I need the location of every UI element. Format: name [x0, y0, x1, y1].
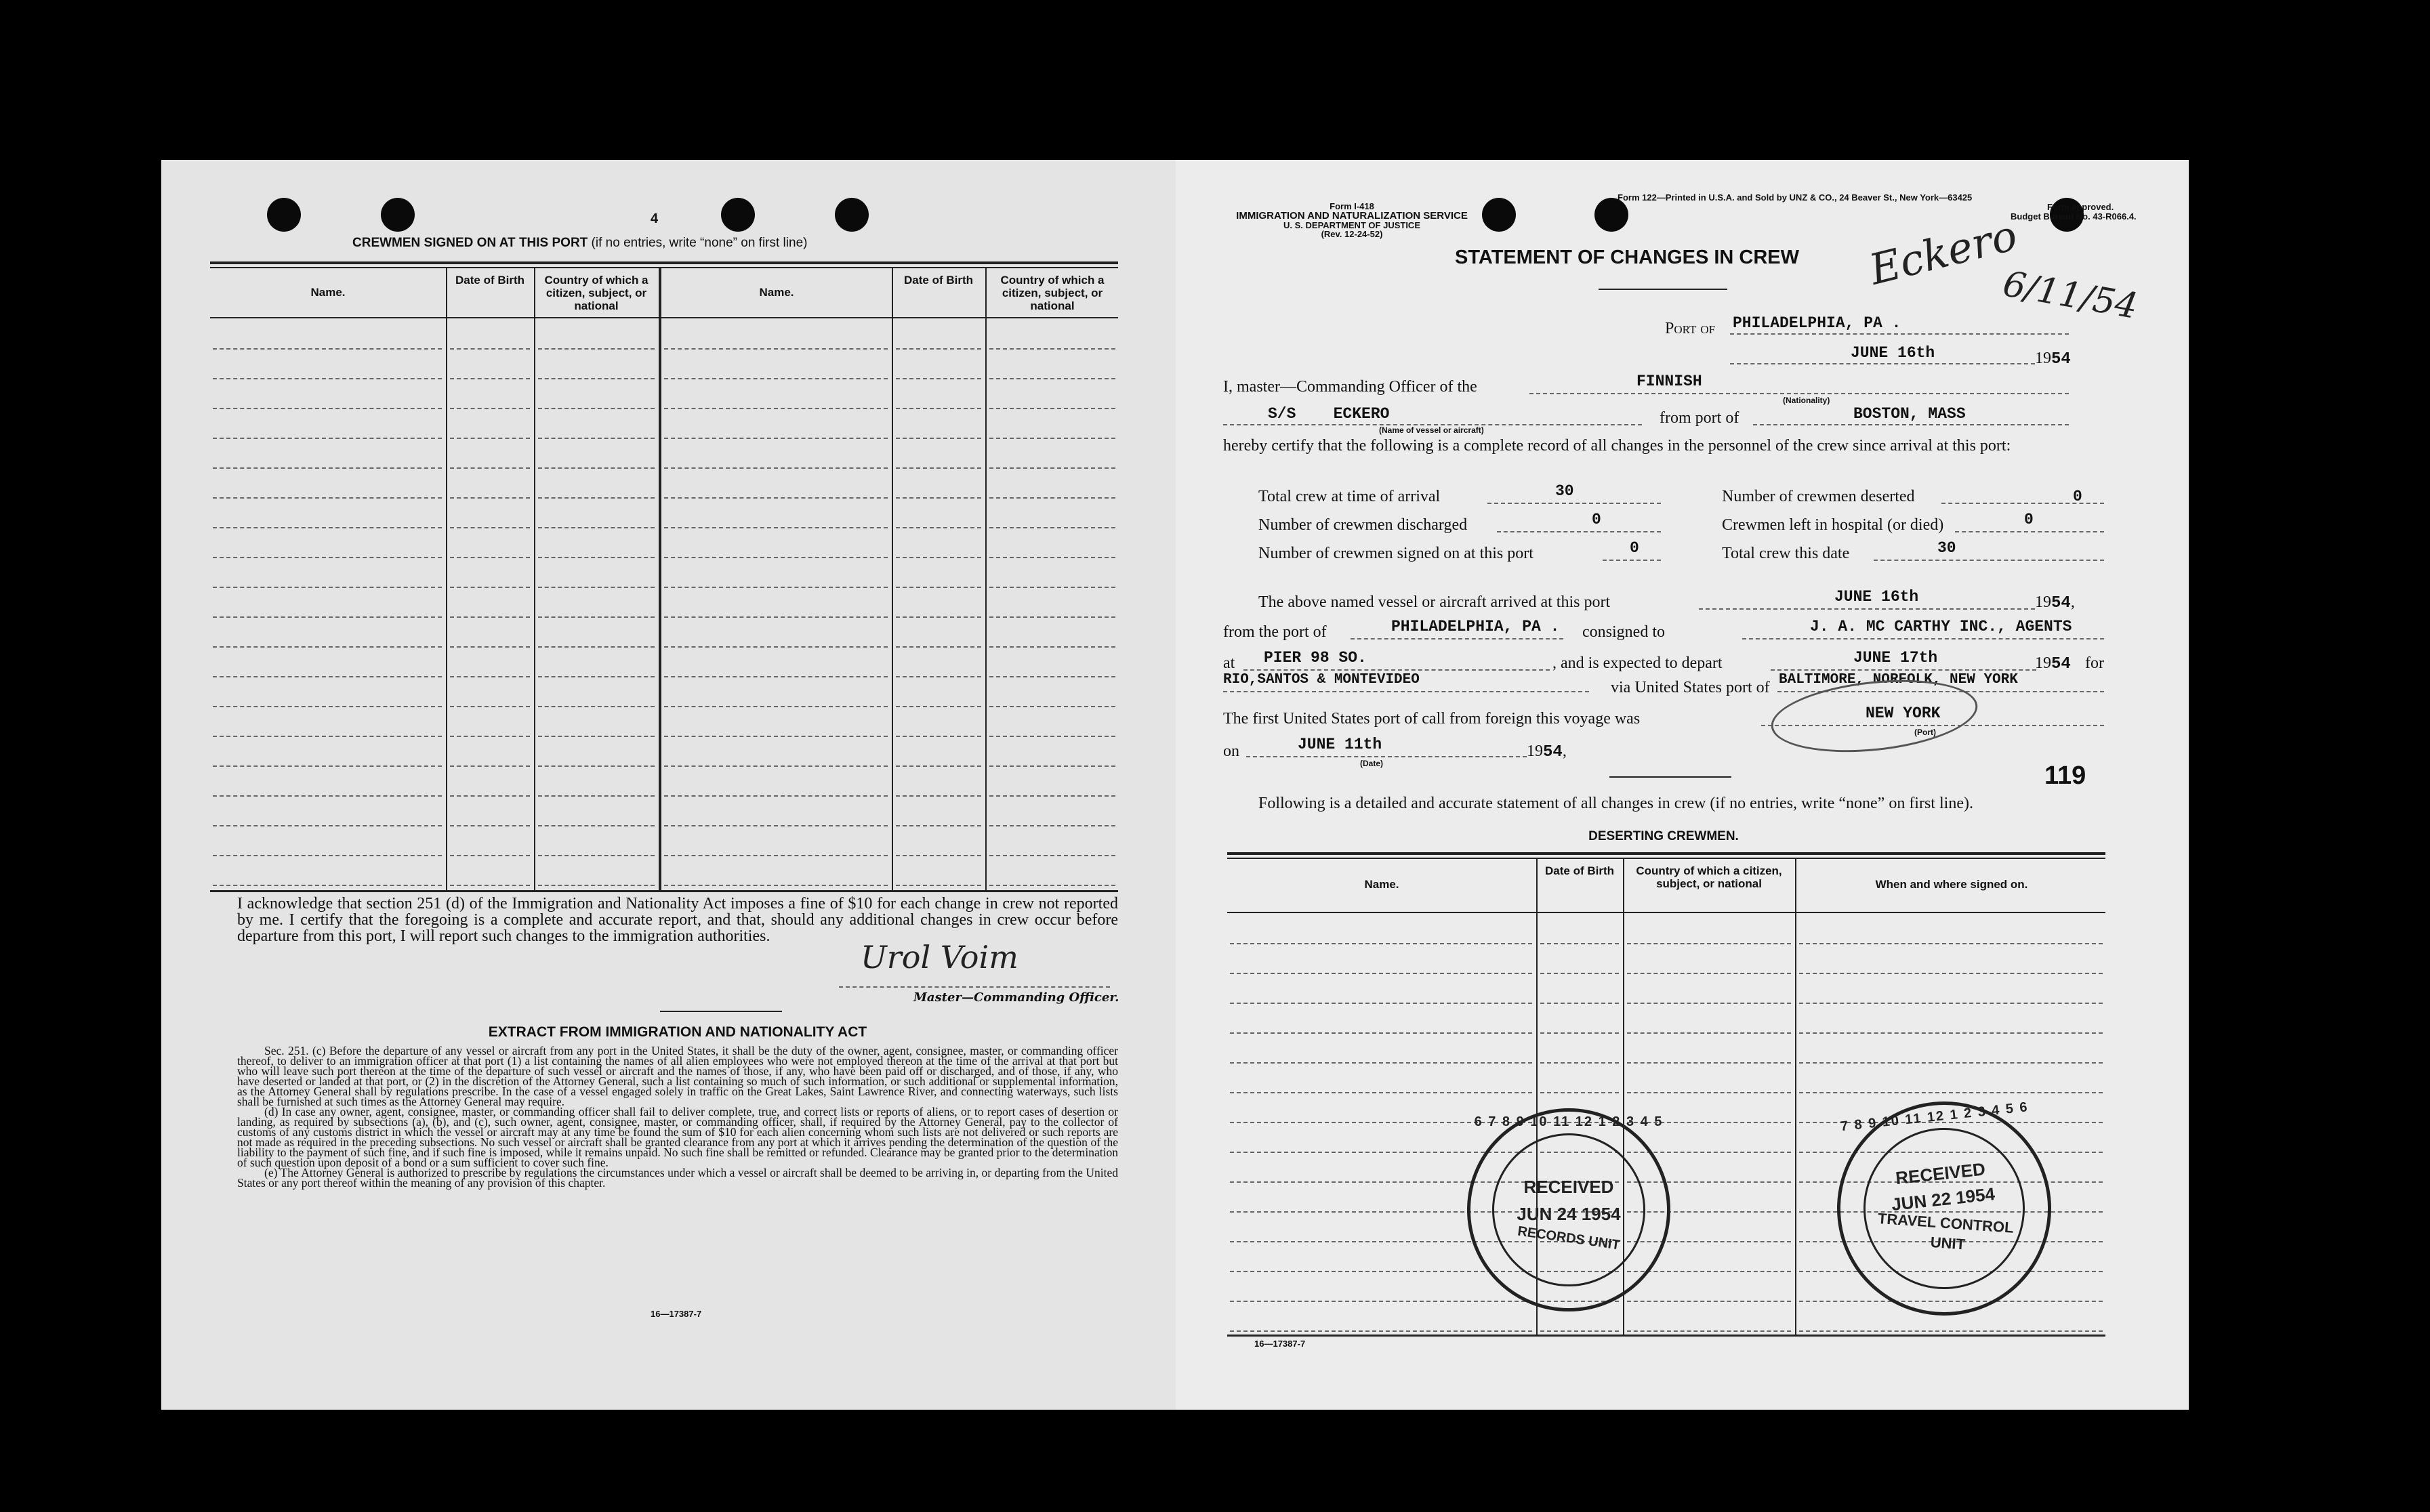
table-row-line — [538, 736, 655, 737]
table-row-line — [538, 616, 655, 618]
table-row-line — [1799, 1062, 2103, 1064]
date-line — [1730, 363, 2035, 364]
table-row-line — [664, 616, 888, 618]
stamp-unit-2: UNIT — [1929, 1233, 1966, 1253]
table-row-line — [538, 587, 655, 588]
table-row-line — [213, 825, 442, 826]
page-number: 119 — [2044, 761, 2086, 790]
table-row-line — [664, 765, 888, 767]
stamp-ring-numbers: 7 8 9 10 11 12 1 2 3 4 5 6 — [1839, 1099, 2030, 1135]
arrived-text: The above named vessel or aircraft arrived at this port — [1258, 593, 1611, 611]
table-row-line — [213, 765, 442, 767]
certify-text: hereby certify that the following is a complete record of all changes in the personnel of the crew since arrival at this port: — [1223, 437, 2011, 455]
table-header-rule — [1227, 912, 2105, 913]
consigned-line — [1742, 638, 2104, 639]
total-date-label: Total crew this date — [1722, 545, 1850, 562]
from-port-label: from port of — [1660, 409, 1739, 427]
stamp-unit: TRAVEL CONTROL — [1877, 1209, 2015, 1236]
table-row-line — [538, 408, 655, 409]
crew-signed-heading — [352, 236, 807, 251]
deserted-line — [1941, 503, 2104, 504]
consigned-value: J. A. MC CARTHY INC., AGENTS — [1810, 618, 2072, 635]
form-header — [1203, 202, 1501, 238]
table-row-line — [1230, 1003, 1532, 1004]
col-dob-header: Date of Birth — [1545, 864, 1614, 877]
punch-hole — [835, 198, 869, 232]
hospital-label: Crewmen left in hospital (or died) — [1722, 516, 1944, 534]
department-name: U. S. DEPARTMENT OF JUSTICE — [1283, 220, 1420, 230]
deserted-value: 0 — [2073, 488, 2082, 505]
table-row-line — [989, 795, 1115, 797]
table-row-line — [450, 646, 530, 648]
date-caption: (Date) — [1360, 759, 1384, 768]
right-page — [1176, 160, 2189, 1410]
table-row-line — [450, 527, 530, 528]
depart-label: , and is expected to depart — [1552, 654, 1723, 672]
punch-hole — [381, 198, 415, 232]
table-row-line — [896, 467, 981, 469]
table-row-line — [538, 855, 655, 856]
form-revision: (Rev. 12-24-52) — [1321, 229, 1383, 239]
column-divider-center — [659, 267, 661, 890]
table-row-line — [989, 467, 1115, 469]
handwritten-date: 6/11/54 — [2000, 264, 2141, 327]
deserted-label: Number of crewmen deserted — [1722, 488, 1915, 505]
table-row-line — [538, 765, 655, 767]
received-stamp-records — [1467, 1108, 1670, 1311]
stamp-date: JUN 22 1954 — [1890, 1183, 1996, 1215]
from-port-value: BOSTON, MASS — [1853, 405, 1966, 423]
table-row-line — [664, 467, 888, 469]
acknowledgement-text: I acknowledge that section 251 (d) of the Immigration and Nationality Act imposes a fine of $10 for each change in crew not reported by me. I certify that the foregoing is a complete and accurate report, and that, should any additional changes in crew occur before departure from this port, I will report such changes to the immigration authorities. — [237, 895, 1118, 945]
extract-section-e: (e) The Attorney General is authorized to prescribe by regulations the circumstances under which a vessel or aircraft shall be deemed to be arriving in, or departing from the United States or any port thereof within the meaning of any provision of this chapter. — [237, 1166, 1118, 1190]
table-row-line — [664, 438, 888, 439]
table-row-line — [1230, 1301, 1532, 1302]
table-row-line — [1799, 973, 2103, 974]
port-line — [1730, 333, 2069, 335]
table-row-line — [538, 676, 655, 677]
table-row-line — [896, 676, 981, 677]
arrived-year-field: 1954, — [2035, 593, 2075, 612]
table-row-line — [450, 855, 530, 856]
print-code: 16—17387-7 — [1254, 1339, 1306, 1349]
col-country-header-2: Country of which a citizen, subject, or national — [1000, 274, 1105, 312]
table-row-line — [213, 348, 442, 350]
via-value: BALTIMORE, NORFOLK, NEW YORK — [1779, 672, 2018, 688]
table-row-line — [213, 616, 442, 618]
page-number: 4 — [651, 211, 659, 226]
nationality-value: FINNISH — [1636, 373, 1702, 390]
budget-bureau: Budget Bureau No. 43-R066.4. — [2011, 211, 2137, 222]
table-row-line — [213, 557, 442, 558]
col-signed-header: When and where signed on. — [1875, 878, 2028, 891]
form-title: STATEMENT OF CHANGES IN CREW — [1455, 247, 1800, 268]
on-year: 54 — [1543, 743, 1563, 761]
date-year: 54 — [2051, 350, 2071, 369]
table-row-line — [538, 467, 655, 469]
arrived-year: 54 — [2051, 594, 2071, 612]
table-row-line — [896, 616, 981, 618]
table-row-line — [450, 467, 530, 469]
total-date-line — [1874, 560, 2104, 561]
table-row-line — [664, 676, 888, 677]
for-label: for — [2085, 654, 2104, 672]
table-row-line — [450, 825, 530, 826]
table-row-line — [664, 527, 888, 528]
table-row-line — [450, 557, 530, 558]
form-approved: Form approved. — [2047, 202, 2114, 212]
table-row-line — [896, 527, 981, 528]
table-row-line — [1230, 973, 1532, 974]
table-row-line — [538, 497, 655, 499]
table-row-line — [989, 378, 1115, 379]
table-row-line — [450, 438, 530, 439]
table-row-line — [896, 706, 981, 707]
col-country-header: Country of which a citizen, subject, or national — [1636, 864, 1782, 890]
table-row-line — [538, 557, 655, 558]
table-row-line — [1540, 1092, 1619, 1093]
col-dob-header-2: Date of Birth — [904, 274, 973, 287]
form-number: Form I-418 — [1330, 201, 1374, 211]
column-divider — [534, 267, 535, 890]
table-row-line — [664, 736, 888, 737]
first-port-value: NEW YORK — [1866, 705, 1941, 722]
table-row-line — [213, 736, 442, 737]
table-bottom-rule — [1227, 1335, 2105, 1337]
table-row-line — [989, 825, 1115, 826]
total-arrival-value: 30 — [1555, 482, 1574, 500]
table-top-rule-2 — [1227, 858, 2105, 859]
table-row-line — [450, 408, 530, 409]
table-row-line — [896, 885, 981, 886]
extract-body — [237, 1046, 1118, 1188]
table-row-line — [450, 706, 530, 707]
master-signature: Urol Voim — [861, 939, 1018, 975]
table-row-line — [450, 795, 530, 797]
year-prefix: 19 — [2035, 350, 2051, 367]
depart-date: JUNE 17th — [1853, 649, 1938, 667]
table-row-line — [989, 587, 1115, 588]
table-row-line — [989, 616, 1115, 618]
table-bottom-rule — [210, 890, 1118, 892]
deserting-title: DESERTING CREWMEN. — [1588, 829, 1739, 843]
stamp-received: RECEIVED — [1894, 1158, 1987, 1189]
table-row-line — [896, 736, 981, 737]
table-row-line — [664, 706, 888, 707]
table-row-line — [1799, 1330, 2103, 1332]
destination-line — [1223, 691, 1589, 692]
stamp-date: JUN 24 1954 — [1517, 1204, 1621, 1224]
section-rule — [660, 1011, 782, 1012]
arrived-line — [1699, 608, 2035, 610]
col-dob-header: Date of Birth — [455, 274, 524, 287]
table-row-line — [213, 795, 442, 797]
at-label: at — [1223, 654, 1235, 672]
table-row-line — [664, 795, 888, 797]
table-top-rule-2 — [210, 267, 1118, 268]
nationality-caption: (Nationality) — [1783, 396, 1830, 405]
table-row-line — [213, 706, 442, 707]
master-text: I, master—Commanding Officer of the — [1223, 378, 1477, 396]
signed-on-label: Number of crewmen signed on at this port — [1258, 545, 1533, 562]
vessel-caption: (Name of vessel or aircraft) — [1379, 425, 1484, 435]
punch-hole — [1594, 198, 1628, 232]
nationality-line — [1529, 393, 2069, 394]
table-row-line — [989, 497, 1115, 499]
table-row-line — [989, 438, 1115, 439]
table-row-line — [664, 646, 888, 648]
table-row-line — [664, 348, 888, 350]
extract-section-d: (d) In case any owner, agent, consignee, master, or commanding officer shall fail to deliver complete, true, and correct lists or reports of aliens, or to report cases of desertion or landing, as required by subsections (a), (b), and (c), such owner, agent, consignee, master, or commanding officer, shall, if required by the Attorney General, pay to the collector of customs of any customs district in which the vessel or aircraft may at any time be found the sum of $10 for each alien concerning whom such lists are not delivered or such reports are not made as required in the preceding subsections. No such vessel or aircraft shall be granted clearance from any port at which it arrives pending the determination of the question of the liability to the payment of such fine, and if such fine is imposed, while it remains unpaid. No such fine shall be remitted or refunded. Clearance may be granted prior to the determination of such question upon deposit of a bond or a sum sufficient to cover such fine. — [237, 1105, 1118, 1169]
table-row-line — [538, 825, 655, 826]
consigned-label: consigned to — [1582, 623, 1665, 641]
extract-title: EXTRACT FROM IMMIGRATION AND NATIONALITY ACT — [488, 1024, 867, 1040]
table-row-line — [213, 497, 442, 499]
from-the-port-label: from the port of — [1223, 623, 1327, 641]
table-row-line — [213, 408, 442, 409]
total-date-value: 30 — [1937, 539, 1956, 557]
table-row-line — [989, 646, 1115, 648]
date-year-field — [2035, 350, 2071, 369]
table-row-line — [213, 676, 442, 677]
table-row-line — [1230, 1271, 1532, 1272]
table-row-line — [1230, 1062, 1532, 1064]
table-row-line — [896, 497, 981, 499]
table-row-line — [1627, 973, 1791, 974]
hospital-line — [1955, 531, 2104, 532]
table-row-line — [213, 378, 442, 379]
table-row-line — [213, 587, 442, 588]
table-row-line — [1627, 1301, 1791, 1302]
port-label: Port of — [1665, 320, 1716, 337]
discharged-line — [1497, 531, 1661, 532]
column-divider — [446, 267, 447, 890]
table-row-line — [664, 497, 888, 499]
table-row-line — [1627, 1032, 1791, 1034]
stamp-ring-numbers: 6 7 8 9 10 11 12 1 2 3 4 5 — [1474, 1114, 1664, 1129]
table-row-line — [989, 736, 1115, 737]
depart-year: 54 — [2051, 655, 2071, 673]
at-line — [1243, 669, 1550, 671]
printer-line: Form 122—Printed in U.S.A. and Sold by UNZ & CO., 24 Beaver St., New York—63425 — [1618, 192, 1973, 203]
table-row-line — [989, 765, 1115, 767]
table-row-line — [213, 855, 442, 856]
left-page — [161, 160, 1176, 1410]
table-row-line — [538, 438, 655, 439]
table-row-line — [989, 408, 1115, 409]
crew-signed-note: (if no entries, write “none” on first line) — [588, 236, 808, 250]
discharged-label: Number of crewmen discharged — [1258, 516, 1468, 534]
table-row-line — [896, 557, 981, 558]
table-row-line — [538, 885, 655, 886]
table-header-rule — [210, 317, 1118, 318]
depart-year-field — [2035, 654, 2071, 673]
col-name-header-2: Name. — [759, 286, 794, 299]
year-prefix: 19 — [2035, 654, 2051, 672]
from-the-port-value: PHILADELPHIA, PA . — [1391, 618, 1560, 635]
table-row-line — [538, 706, 655, 707]
table-row-line — [1627, 1003, 1791, 1004]
following-text: Following is a detailed and accurate statement of all changes in crew (if no entries, write “none” on first line). — [1258, 795, 1973, 812]
table-row-line — [450, 736, 530, 737]
table-row-line — [450, 765, 530, 767]
table-row-line — [450, 378, 530, 379]
stamp-unit: RECORDS UNIT — [1517, 1223, 1621, 1253]
punch-hole — [267, 198, 301, 232]
table-row-line — [450, 348, 530, 350]
table-row-line — [896, 646, 981, 648]
agency-name: IMMIGRATION AND NATURALIZATION SERVICE — [1236, 210, 1468, 222]
col-country-header: Country of which a citizen, subject, or national — [544, 274, 648, 312]
table-row-line — [1540, 973, 1619, 974]
total-arrival-line — [1487, 503, 1661, 504]
date-value: JUNE 16th — [1851, 344, 1935, 362]
column-divider — [892, 267, 893, 890]
punch-hole — [721, 198, 755, 232]
table-row-line — [989, 855, 1115, 856]
print-code: 16—17387-7 — [651, 1309, 702, 1319]
table-row-line — [1540, 1003, 1619, 1004]
handwritten-vessel: Eckero — [1864, 210, 2022, 295]
vessel-value: S/S ECKERO — [1268, 405, 1390, 423]
col-name-header: Name. — [310, 286, 346, 299]
table-row-line — [989, 527, 1115, 528]
column-divider — [1795, 858, 1796, 1335]
on-value: JUNE 11th — [1298, 736, 1382, 753]
table-row-line — [450, 497, 530, 499]
table-row-line — [896, 855, 981, 856]
table-row-line — [450, 676, 530, 677]
received-stamp-travel — [1826, 1091, 2061, 1326]
table-row-line — [1230, 1032, 1532, 1034]
table-row-line — [664, 587, 888, 588]
table-row-line — [1540, 943, 1619, 944]
depart-line — [1771, 669, 2036, 671]
table-row-line — [1799, 1032, 2103, 1034]
destination-value: RIO,SANTOS & MONTEVIDEO — [1223, 672, 1420, 688]
table-row-line — [989, 676, 1115, 677]
port-caption: (Port) — [1914, 728, 1936, 737]
table-row-line — [664, 855, 888, 856]
table-row-line — [896, 825, 981, 826]
table-row-line — [450, 885, 530, 886]
table-row-line — [538, 527, 655, 528]
table-row-line — [213, 438, 442, 439]
on-label: on — [1223, 742, 1239, 760]
extract-section-c: Sec. 251. (c) Before the departure of any vessel or aircraft from any port in the United States, it shall be the duty of the owner, agent, consignee, master, or commanding officer thereof, to deliver to an immigration officer at that port (1) a list containing the names of all alien employees who were not employed thereon at the time of the arrival at that port but who will leave such port thereon at the time of the departure of such vessel or aircraft and the names of those, if any, who have been paid off or discharged, and of those, if any, who have deserted or landed at that port, or (2) in the discretion of the Attorney General, such a list containing so much of such information, or such additional or supplemental information, as the Attorney General shall by regulations prescribe. In the case of a vessel engaged solely in traffic on the Great Lakes, Saint Lawrence River, and connecting waterways, such lists shall be furnished at such times as the Attorney General may require. — [237, 1044, 1118, 1108]
from-port-line — [1753, 424, 2069, 425]
table-row-line — [989, 706, 1115, 707]
signed-on-value: 0 — [1630, 539, 1639, 557]
hospital-value: 0 — [2024, 511, 2034, 528]
table-top-rule — [1227, 852, 2105, 855]
stamp-received: RECEIVED — [1523, 1177, 1614, 1197]
table-row-line — [896, 408, 981, 409]
crew-signed-title: CREWMEN SIGNED ON AT THIS PORT — [352, 236, 588, 250]
column-divider — [985, 267, 987, 890]
table-row-line — [450, 587, 530, 588]
year-prefix: 19 — [1527, 742, 1543, 760]
table-row-line — [1540, 1062, 1619, 1064]
table-row-line — [989, 348, 1115, 350]
discharged-value: 0 — [1592, 511, 1601, 528]
table-row-line — [1627, 1330, 1791, 1332]
table-row-line — [1799, 1003, 2103, 1004]
table-row-line — [538, 795, 655, 797]
table-row-line — [664, 378, 888, 379]
title-rule — [1599, 289, 1727, 290]
signer-label: Master—Commanding Officer. — [913, 990, 1119, 1005]
table-row-line — [989, 885, 1115, 886]
on-line — [1246, 756, 1527, 757]
table-row-line — [896, 378, 981, 379]
signature-line — [839, 986, 1110, 988]
table-row-line — [1230, 1092, 1532, 1093]
table-row-line — [896, 765, 981, 767]
table-row-line — [896, 587, 981, 588]
table-row-line — [450, 616, 530, 618]
table-row-line — [1540, 1032, 1619, 1034]
table-row-line — [1230, 1330, 1532, 1332]
port-value: PHILADELPHIA, PA . — [1733, 314, 1901, 332]
arrived-date: JUNE 16th — [1834, 588, 1919, 606]
table-row-line — [213, 646, 442, 648]
year-prefix: 19 — [2035, 593, 2051, 611]
table-row-line — [896, 438, 981, 439]
table-row-line — [896, 795, 981, 797]
via-label: via United States port of — [1611, 679, 1770, 696]
from-the-port-line — [1351, 638, 1563, 639]
table-row-line — [664, 825, 888, 826]
table-row-line — [989, 557, 1115, 558]
table-row-line — [1627, 1271, 1791, 1272]
table-row-line — [664, 557, 888, 558]
section-rule — [1609, 776, 1731, 778]
table-row-line — [538, 348, 655, 350]
table-row-line — [1799, 1092, 2103, 1093]
table-row-line — [538, 378, 655, 379]
table-row-line — [664, 885, 888, 886]
table-row-line — [213, 467, 442, 469]
table-row-line — [1627, 943, 1791, 944]
table-row-line — [1230, 943, 1532, 944]
on-year-field: 1954, — [1527, 742, 1567, 761]
table-row-line — [213, 885, 442, 886]
table-top-rule — [210, 261, 1118, 264]
table-row-line — [1627, 1062, 1791, 1064]
first-port-text: The first United States port of call from foreign this voyage was — [1223, 710, 1641, 728]
table-row-line — [213, 527, 442, 528]
table-row-line — [1627, 1092, 1791, 1093]
at-value: PIER 98 SO. — [1264, 649, 1367, 667]
table-row-line — [896, 348, 981, 350]
table-row-line — [664, 408, 888, 409]
table-row-line — [1799, 943, 2103, 944]
signed-on-line — [1603, 560, 1661, 561]
table-row-line — [538, 646, 655, 648]
col-name-header: Name. — [1364, 878, 1399, 891]
total-arrival-label: Total crew at time of arrival — [1258, 488, 1441, 505]
table-row-line — [1540, 1330, 1619, 1332]
